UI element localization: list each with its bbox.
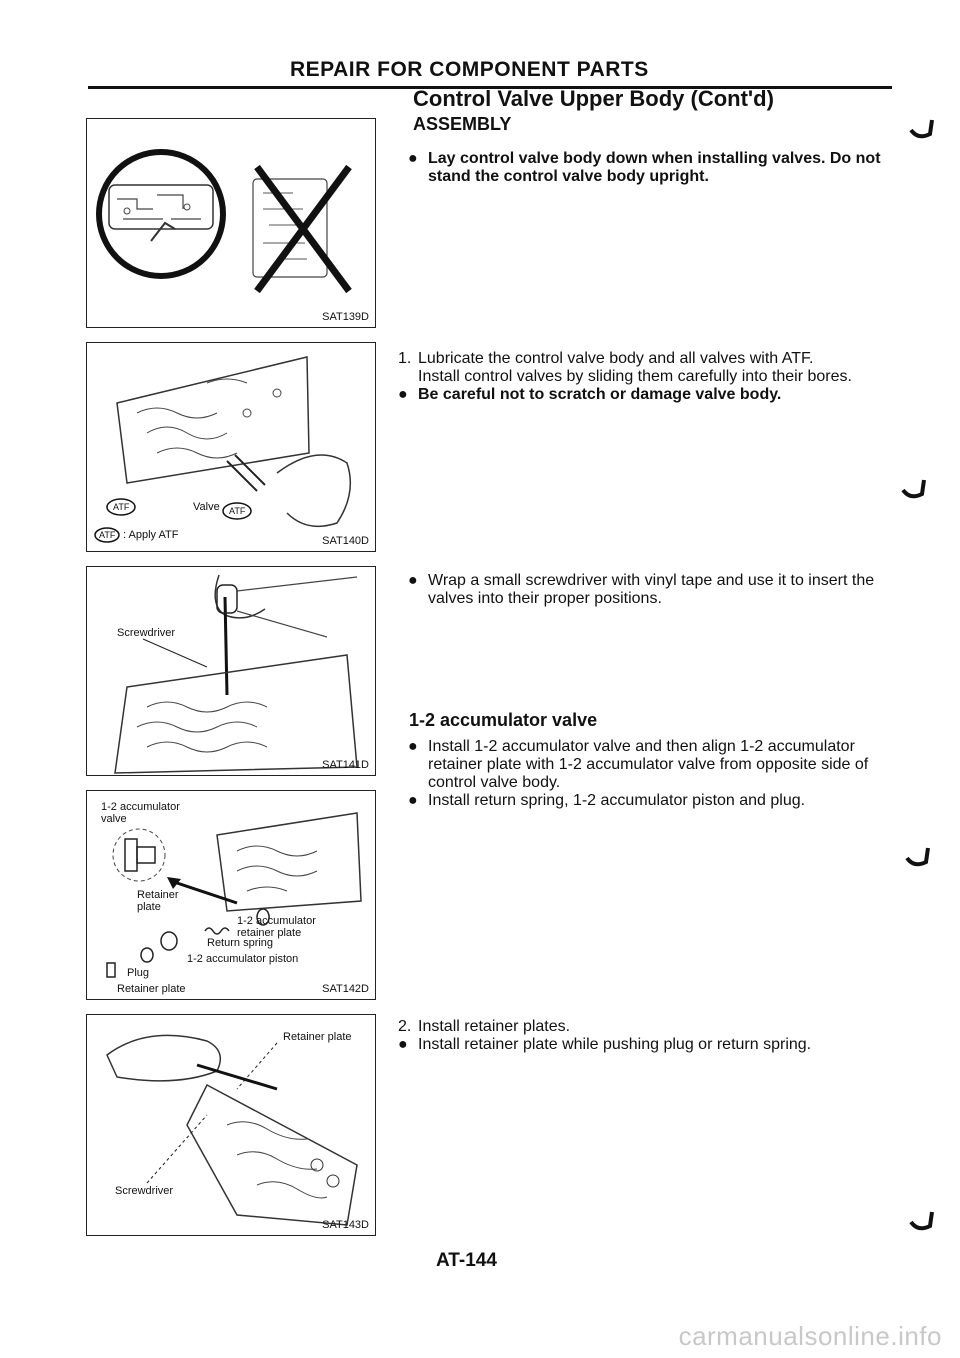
- bullet-dot: ●: [398, 1036, 408, 1053]
- instruction-lay-down: [408, 150, 898, 186]
- retainer-plate-label: Retainer plate: [117, 983, 186, 995]
- valve-label: Valve: [193, 501, 220, 513]
- retainer-plate-label: Retainer plate: [283, 1031, 352, 1043]
- accumulator-heading: 1-2 accumulator valve: [409, 710, 598, 730]
- retainer-plate-illustration: [87, 1015, 374, 1234]
- return-spring-label: Return spring: [207, 937, 274, 949]
- instruction-lay-down-text: Lay control valve body down when installing valves. Do not stand the control valve body upright.: [428, 150, 881, 185]
- valve-body-atf-illustration: [87, 343, 374, 550]
- figure-code: SAT139D: [322, 311, 369, 323]
- accumulator-instructions: [408, 738, 898, 810]
- atf-badge: ATF: [99, 530, 116, 540]
- accumulator-bullet-1: Install 1-2 accumulator valve and then align 1-2 accumulator retainer plate with 1-2 accumulator valve from opposite side of control valve body.: [428, 738, 869, 791]
- figure-retainer-plate-install: [86, 1014, 376, 1236]
- bullet-dot: ●: [408, 572, 418, 589]
- step-2-bullet: Install retainer plate while pushing plug or return spring.: [418, 1036, 812, 1053]
- step-2-line-1: Install retainer plates.: [418, 1018, 571, 1035]
- check-mark-icon: [908, 1210, 934, 1232]
- step-2: [398, 1018, 903, 1054]
- subsection-title: ASSEMBLY: [413, 114, 512, 134]
- section-title: Control Valve Upper Body (Cont'd): [413, 86, 774, 111]
- figure-code: SAT142D: [322, 983, 369, 995]
- bullet-dot: ●: [408, 792, 418, 809]
- accumulator-piston-label: 1-2 accumulator piston: [187, 953, 299, 965]
- accumulator-retainer-plate-label: 1-2 accumulator retainer plate: [237, 915, 316, 939]
- screwdriver-label: Screwdriver: [115, 1185, 174, 1197]
- step-1: [398, 350, 903, 404]
- valve-body-orientation-illustration: [87, 119, 374, 326]
- instruction-screwdriver: [408, 572, 903, 608]
- figure-apply-atf: [86, 342, 376, 552]
- atf-badge: ATF: [229, 506, 246, 516]
- bullet-dot: ●: [398, 386, 408, 403]
- bullet-dot: ●: [408, 150, 418, 167]
- step-number: 2.: [398, 1018, 412, 1035]
- instruction-screwdriver-text: Wrap a small screwdriver with vinyl tape and use it to insert the valves into their proper positions.: [428, 572, 875, 607]
- check-mark-icon: [900, 478, 926, 500]
- retainer-plate-label: Retainer plate: [137, 889, 179, 913]
- page-header: REPAIR FOR COMPONENT PARTS: [290, 58, 649, 81]
- figure-accumulator-parts: [86, 790, 376, 1000]
- atf-badge: ATF: [113, 502, 130, 512]
- plug-label: Plug: [127, 967, 150, 979]
- figure-valve-body-orientation: [86, 118, 376, 328]
- screwdriver-illustration: [87, 567, 374, 774]
- check-mark-icon: [908, 118, 934, 140]
- accumulator-bullet-2: Install return spring, 1-2 accumulator piston and plug.: [428, 792, 806, 809]
- figure-screwdriver-insert: [86, 566, 376, 776]
- step-1-line-2: Install control valves by sliding them carefully into their bores.: [418, 368, 852, 385]
- check-mark-icon: [904, 846, 930, 868]
- figure-code: SAT143D: [322, 1219, 369, 1231]
- screwdriver-label: Screwdriver: [117, 627, 176, 639]
- step-number: 1.: [398, 350, 412, 367]
- page-number: AT-144: [436, 1250, 497, 1271]
- figure-code: SAT140D: [322, 535, 369, 547]
- watermark: carmanualsonline.info: [678, 1321, 942, 1351]
- step-1-caution: Be careful not to scratch or damage valve body.: [418, 386, 782, 403]
- bullet-dot: ●: [408, 738, 418, 755]
- step-1-line-1: Lubricate the control valve body and all valves with ATF.: [418, 350, 814, 367]
- accumulator-valve-label: 1-2 accumulator valve: [101, 801, 180, 825]
- atf-legend: : Apply ATF: [123, 529, 179, 541]
- figure-code: SAT141D: [322, 759, 369, 771]
